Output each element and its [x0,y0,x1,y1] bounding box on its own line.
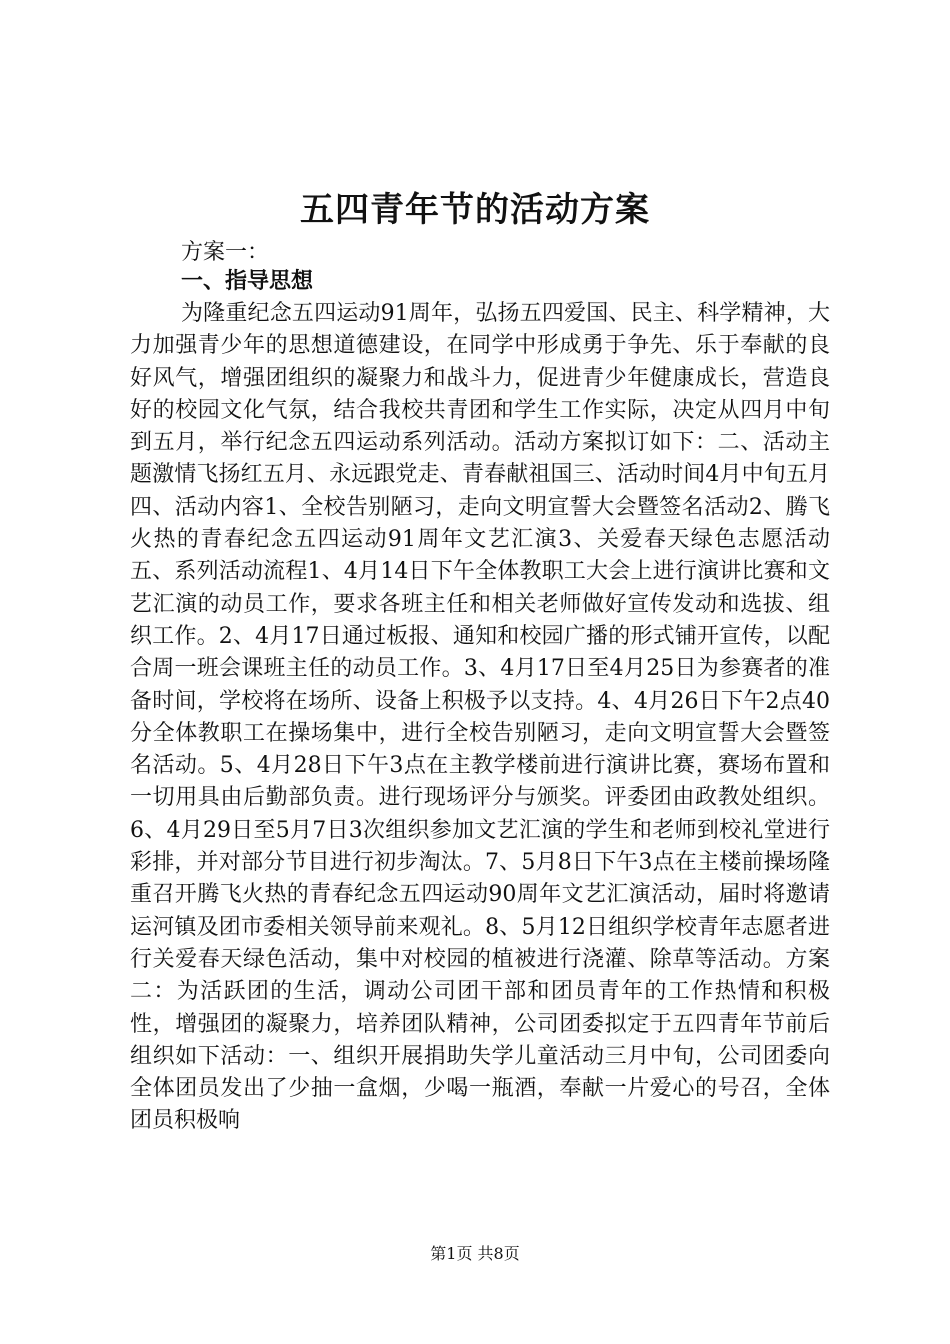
plan-label: 方案一： [181,240,270,265]
document-title: 五四青年节的活动方案 [300,190,650,230]
page-indicator: 第1页 共8页 [430,1244,520,1263]
body-paragraph: 为隆重纪念五四运动91周年，弘扬五四爱国、民主、科学精神，大力加强青少年的思想道德建设，在同学中形成勇于争先、乐于奉献的良好风气，增强团组织的凝聚力和战斗力，促进青少年健康成长，营造良好的校园文化气氛，结合我校共青团和学生工作实际，决定从四月中旬到五月，举行纪念五四运动系列活动。活动方案拟订如下：二、活动主题激情飞扬红五月、永远跟党走、青春献祖国三、活动时间4月中旬五月四、活动内容1、全校告别陋习，走向文明宣誓大会暨签名活动2、腾飞火热的青春纪念五四运动91周年文艺汇演3、关爱春天绿色志愿活动五、系列活动流程1、4月14日下午全体教职工大会上进行演讲比赛和文艺汇演的动员工作，要求各班主任和相关老师做好宣传发动和选拔、组织工作。2、4月17日通过板报、通知和校园广播的形式铺开宣传，以配合周一班会课班主任的动员工作。3、4月17日至4月25日为参赛者的准备时间，学校将在场所、设备上积极予以支持。4、4月26日下午2点40分全体教职工在操场集中，进行全校告别陋习，走向文明宣誓大会暨签名活动。5、4月28日下午3点在主教学楼前进行演讲比赛，赛场布置和一切用具由后勤部负责。进行现场评分与颁奖。评委团由政教处组织。6、4月29日至5月7日3次组织参加文艺汇演的学生和老师到校礼堂进行彩排，并对部分节目进行初步淘汰。7、5月8日下午3点在主楼前操场隆重召开腾飞火热的青春纪念五四运动90周年文艺汇演活动，届时将邀请运河镇及团市委相关领导前来观礼。8、5月12日组织学校青年志愿者进行关爱春天绿色活动，集中对校园的植被进行浇灌、除草等活动。方案二：为活跃团的生活，调动公司团干部和团员青年的工作热情和积极性，增强团的凝聚力，培养团队精神，公司团委拟定于五四青年节前后组织如下活动：一、组织开展捐助失学儿童活动三月中旬，公司团委向全体团员发出了少抽一盒烟，少喝一瓶酒，奉献一片爱心的号召，全体团员积极响 [130,301,830,1134]
section-heading: 一、指导思想 [181,268,314,294]
